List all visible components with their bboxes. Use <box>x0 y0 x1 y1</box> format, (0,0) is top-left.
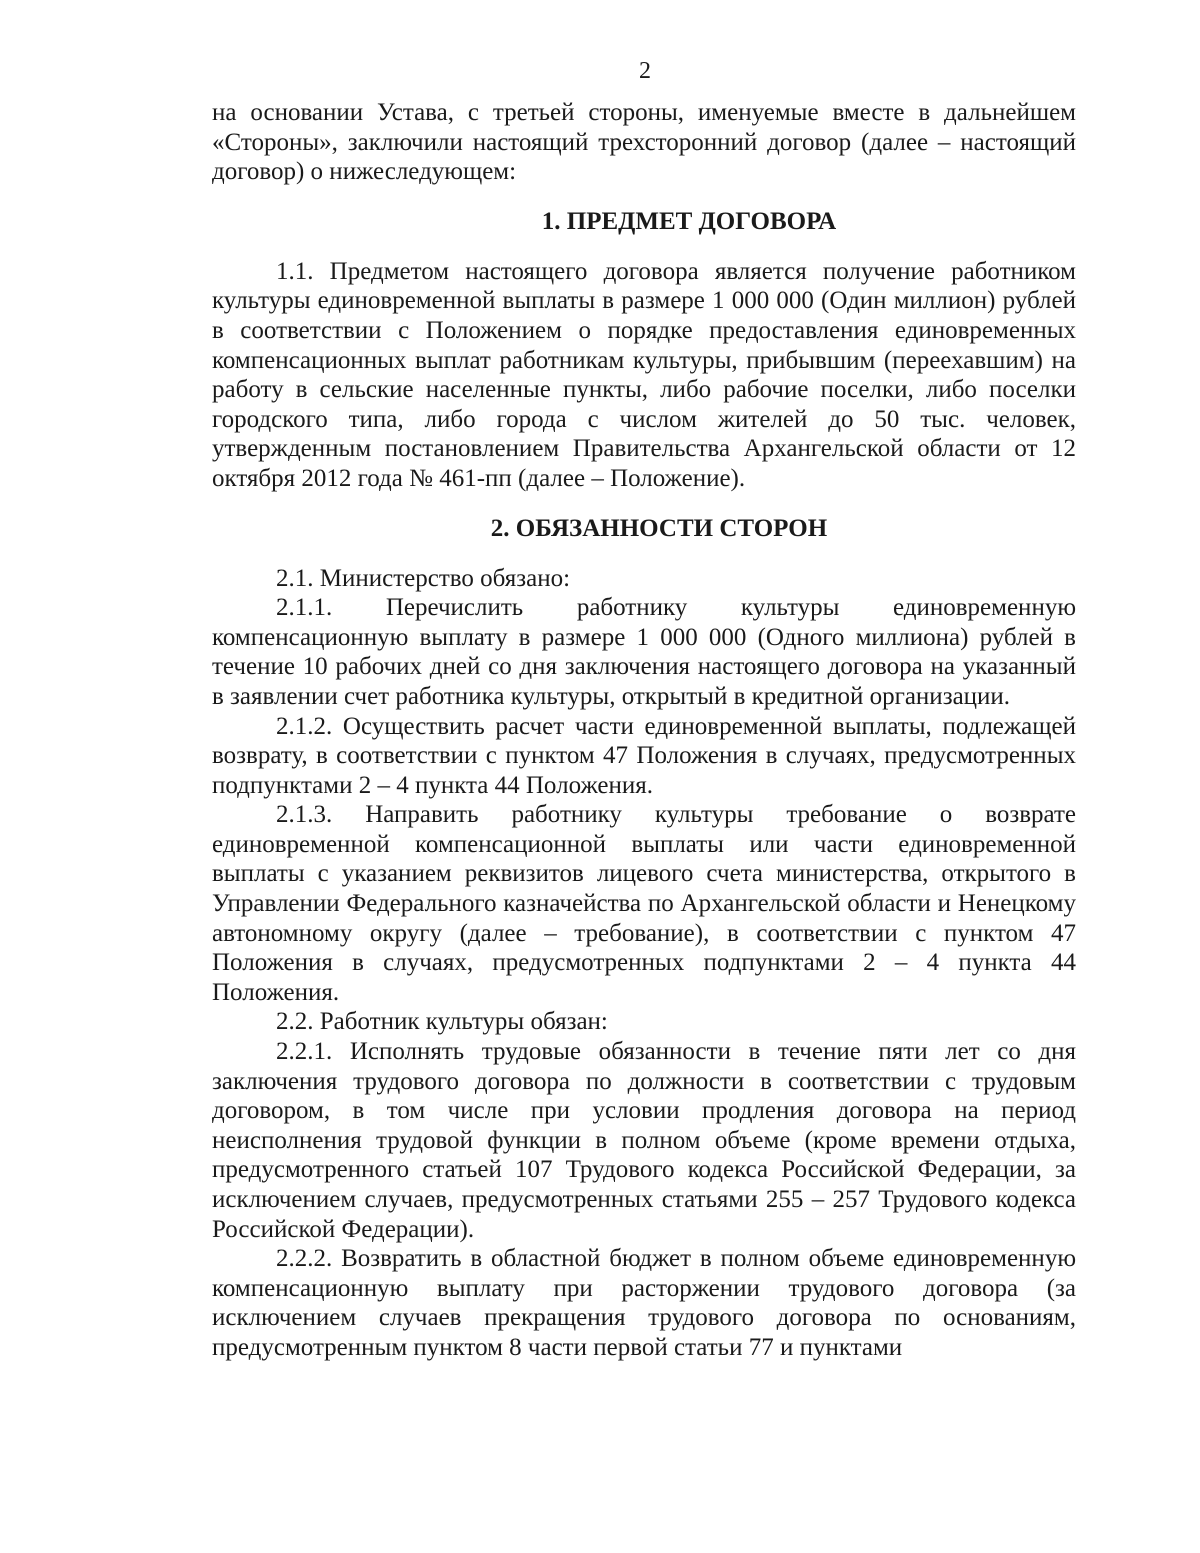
paragraph-2-1-1: 2.1.1. Перечислить работнику культуры единовременную компенсационную выплату в размере 1 000 000 (Одного миллиона) рублей в течение 10 рабочих дней со дня заключения настоящего договора на указанный в заявлении счет работника культуры, открытый в кредитной организации. <box>212 594 1076 710</box>
document-body <box>212 98 1076 1363</box>
section-subject <box>212 207 1076 494</box>
paragraph-2-2-2: 2.2.2. Возвратить в областной бюджет в полном объеме единовременную компенсационную выплату при расторжении трудового договора (за исключением случаев прекращения трудового договора по основаниям, предусмотренным пунктом 8 части первой статьи 77 и пунктами <box>212 1245 1076 1361</box>
paragraph-2-1: 2.1. Министерство обязано: <box>276 564 571 592</box>
paragraph-2-1-2: 2.1.2. Осуществить расчет части единовременной выплаты, подлежащей возврату, в соответствии с пунктом 47 Положения в случаях, предусмотренных подпунктами 2 – 4 пункта 44 Положения. <box>212 712 1076 799</box>
paragraph-2-2: 2.2. Работник культуры обязан: <box>276 1008 608 1036</box>
paragraph-1-1: 1.1. Предметом настоящего договора является получение работником культуры единовременной выплаты в размере 1 000 000 (Один миллион) рублей в соответствии с Положением о порядке предоставления единовременных компенсационных выплат работникам культуры, прибывшим (переехавшим) на работу в сельские населенные пункты, либо рабочие поселки, либо поселки городского типа, либо города с числом жителей до 50 тыс. человек, утвержденным постановлением Правительства Архангельской области от 12 октября 2012 года № 461-пп (далее – Положение). <box>212 257 1076 492</box>
paragraph-2-1-3: 2.1.3. Направить работнику культуры требование о возврате единовременной компенсационной выплаты или части единовременной выплаты с указанием реквизитов лицевого счета министерства, открытого в Управлении Федерального казначейства по Архангельской области и Ненецкому автономному округу (далее – требование), в соответствии с пунктом 47 Положения в случаях, предусмотренных подпунктами 2 – 4 пункта 44 Положения. <box>212 801 1076 1006</box>
section-heading-obligations: 2. ОБЯЗАННОСТИ СТОРОН <box>490 514 828 542</box>
section-obligations <box>212 514 1076 1363</box>
intro-paragraph: на основании Устава, с третьей стороны, именуемые вместе в дальнейшем «Стороны», заключили настоящий трехсторонний договор (далее – настоящий договор) о нижеследующем: <box>212 99 1076 186</box>
page-number: 2 <box>639 58 651 84</box>
section-heading-subject: 1. ПРЕДМЕТ ДОГОВОРА <box>541 207 837 235</box>
paragraph-2-2-1: 2.2.1. Исполнять трудовые обязанности в течение пяти лет со дня заключения трудового договора по должности в соответствии с трудовым договором, в том числе при условии продления договора на период неисполнения трудовой функции в полном объеме (кроме времени отдыха, предусмотренного статьей 107 Трудового кодекса Российской Федерации, за исключением случаев, предусмотренных статьями 255 – 257 Трудового кодекса Российской Федерации). <box>212 1038 1076 1243</box>
